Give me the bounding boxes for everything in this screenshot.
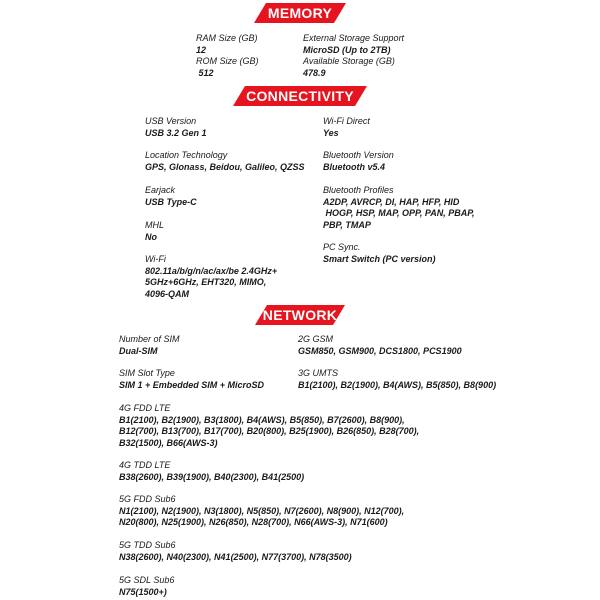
fdd-lte-value: B32(1500), B66(AWS-3) (119, 437, 218, 448)
avail-storage-label: Available Storage (GB) (303, 56, 395, 66)
tdd-lte-label: 4G TDD LTE (119, 460, 171, 470)
connectivity-banner (233, 86, 367, 106)
location-value: GPS, Glonass, Beidou, Galileo, QZSS (145, 161, 305, 172)
storage-spec (303, 33, 404, 79)
ram-spec (196, 33, 259, 79)
ram-value: 12 (196, 44, 207, 55)
connectivity-title: CONNECTIVITY (246, 88, 354, 104)
location-label: Location Technology (145, 150, 228, 160)
tdd-5g-label: 5G TDD Sub6 (119, 540, 176, 550)
sim-count-value: Dual-SIM (119, 345, 158, 356)
ext-storage-value: MicroSD (Up to 2TB) (303, 44, 391, 55)
usb-spec (145, 116, 207, 139)
umts-label: 3G UMTS (298, 368, 339, 378)
rom-label: ROM Size (GB) (196, 56, 259, 66)
bt-profiles-spec (323, 185, 475, 231)
wifi-direct-spec (323, 116, 370, 139)
ext-storage-label: External Storage Support (303, 33, 405, 43)
bluetooth-label: Bluetooth Version (323, 150, 394, 160)
wifi-value: 802.11a/b/g/n/ac/ax/be 2.4GHz+ (145, 265, 278, 276)
wifi-label: Wi-Fi (145, 254, 166, 264)
memory-banner (254, 3, 346, 23)
sdl-5g-value: N75(1500+) (119, 586, 167, 597)
umts-value: B1(2100), B2(1900), B4(AWS), B5(850), B8(900) (298, 379, 497, 390)
sdl-5g-label: 5G SDL Sub6 (119, 575, 175, 585)
bt-profiles-value: A2DP, AVRCP, DI, HAP, HFP, HID (323, 196, 460, 207)
pc-sync-spec (323, 242, 436, 265)
tdd-5g-spec (119, 540, 352, 563)
sim-slot-label: SIM Slot Type (119, 368, 175, 378)
tdd-5g-value: N38(2600), N40(2300), N41(2500), N77(3700), N78(3500) (119, 551, 352, 562)
wifi-value: 4096-QAM (145, 288, 190, 299)
wifi-value: 5GHz+6GHz, EHT320, MIMO, (145, 277, 267, 287)
tdd-lte-spec (119, 460, 304, 483)
earjack-label: Earjack (145, 185, 176, 195)
bluetooth-spec (323, 150, 394, 173)
usb-value: USB 3.2 Gen 1 (145, 127, 207, 138)
network-title: NETWORK (262, 307, 338, 323)
ram-label: RAM Size (GB) (196, 33, 258, 43)
tdd-lte-value: B38(2600), B39(1900), B40(2300), B41(2500) (119, 471, 305, 482)
umts-spec (298, 368, 496, 391)
fdd-lte-label: 4G FDD LTE (119, 403, 171, 413)
sim-slot-value: SIM 1 + Embedded SIM + MicroSD (119, 379, 265, 390)
wifi-direct-value: Yes (323, 127, 339, 138)
pc-sync-label: PC Sync. (323, 242, 361, 252)
sim-count-label: Number of SIM (119, 334, 180, 344)
earjack-spec (145, 185, 197, 208)
mhl-label: MHL (145, 220, 165, 230)
fdd-5g-label: 5G FDD Sub6 (119, 494, 176, 504)
fdd-5g-spec (119, 494, 404, 529)
bluetooth-value: Bluetooth v5.4 (323, 161, 386, 172)
pc-sync-value: Smart Switch (PC version) (323, 253, 436, 264)
fdd-lte-spec (119, 403, 419, 449)
sim-count-spec (119, 334, 180, 357)
earjack-value: USB Type-C (145, 196, 197, 207)
gsm-value: GSM850, GSM900, DCS1800, PCS1900 (298, 345, 462, 356)
network-banner (255, 305, 345, 325)
memory-title: MEMORY (267, 5, 333, 21)
bt-profiles-value: HOGP, HSP, MAP, OPP, PAN, PBAP, (323, 208, 475, 218)
bt-profiles-value: PBP, TMAP (323, 219, 371, 230)
rom-value: 512 (196, 67, 214, 78)
mhl-spec (145, 220, 164, 243)
gsm-label: 2G GSM (298, 334, 334, 344)
usb-label: USB Version (145, 116, 197, 126)
fdd-lte-value: B1(2100), B2(1900), B3(1800), B4(AWS), B5(850), B7(2600), B8(900), (119, 414, 405, 425)
sdl-5g-spec (119, 575, 174, 598)
fdd-lte-value: B12(700), B13(700), B17(700), B20(800), B25(1900), B26(850), B28(700), (119, 426, 420, 436)
fdd-5g-value: N1(2100), N2(1900), N3(1800), N5(850), N7(2600), N8(900), N12(700), (119, 505, 405, 516)
bt-profiles-label: Bluetooth Profiles (323, 185, 394, 195)
gsm-spec (298, 334, 462, 357)
avail-storage-value: 478.9 (303, 67, 326, 78)
wifi-direct-label: Wi-Fi Direct (323, 116, 370, 126)
fdd-5g-value: N20(800), N25(1900), N26(850), N28(700), N66(AWS-3), N71(600) (119, 517, 388, 527)
mhl-value: No (145, 231, 157, 242)
location-spec (145, 150, 305, 173)
sim-slot-spec (119, 368, 264, 391)
wifi-spec (145, 254, 277, 300)
